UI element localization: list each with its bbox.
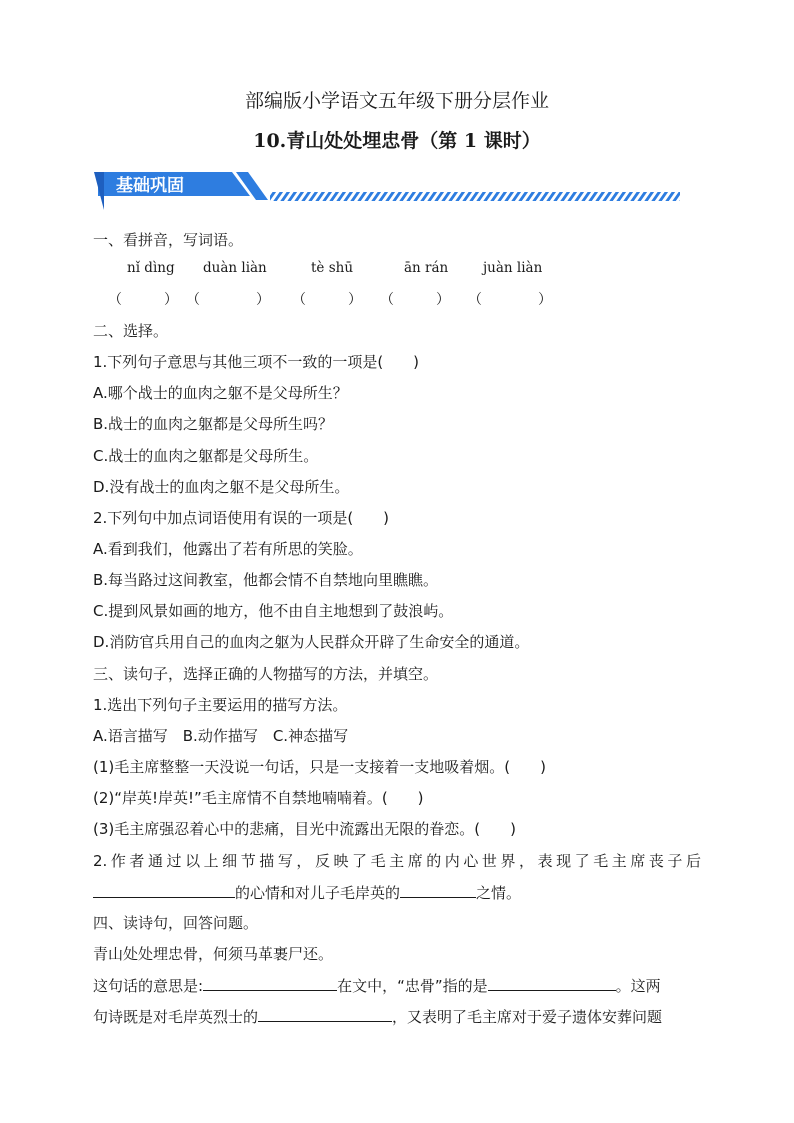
answer-blank-feeling[interactable] [93, 882, 235, 898]
q3-2-line1: 2.作者通过以上细节描写，反映了毛主席的内心世界，表现了毛主席丧子后 [93, 852, 701, 870]
q1-stem: 1.下列句子意思与其他三项不一致的一项是( ) [93, 353, 420, 371]
section1-heading: 一、看拼音，写词语。 [93, 231, 244, 249]
answer-bracket-4[interactable]: （ ） [380, 292, 450, 308]
q1-option-d: D.没有战士的血肉之躯不是父母所生。 [93, 478, 350, 496]
q4-l2-a: 句诗既是对毛岸英烈士的 [93, 1008, 259, 1026]
poem-line: 青山处处埋忠骨，何须马革裹尸还。 [93, 945, 334, 963]
q4-l1-b: 在文中，“忠骨”指的是 [337, 977, 488, 995]
q2-option-a: A.看到我们，他露出了若有所思的笑脸。 [93, 540, 363, 558]
pinyin-3: tè shū [311, 260, 354, 276]
banner-label: 基础巩固 [116, 176, 184, 196]
answer-bracket-5[interactable]: （ ） [468, 292, 552, 308]
section4-heading: 四、读诗句，回答问题。 [93, 914, 259, 932]
q2-stem: 2.下列句中加点词语使用有误的一项是( ) [93, 509, 390, 527]
q4-line2 [93, 1006, 662, 1027]
pinyin-2: duàn liàn [203, 260, 267, 276]
q1-option-a: A.哪个战士的血肉之躯不是父母所生？ [93, 384, 348, 402]
q4-l2-b: ，又表明了毛主席对于爱子遗体安葬问题 [392, 1008, 663, 1026]
answer-bracket-2[interactable]: （ ） [186, 292, 270, 308]
q3-item-1: (1)毛主席整整一天没说一句话，只是一支接着一支地吸着烟。( ) [93, 758, 546, 776]
answer-blank-praise[interactable] [258, 1006, 392, 1022]
section2-heading: 二、选择。 [93, 322, 169, 340]
q4-line1 [93, 975, 661, 996]
q2-option-c: C.提到风景如画的地方，他不由自主地想到了鼓浪屿。 [93, 602, 454, 620]
q1-option-b: B.战士的血肉之躯都是父母所生吗？ [93, 415, 334, 433]
q1-option-c: C.战士的血肉之躯都是父母所生。 [93, 447, 319, 465]
pinyin-4: ān rán [404, 260, 449, 276]
section-banner [92, 170, 702, 214]
q3-1-stem: 1.选出下列句子主要运用的描写方法。 [93, 696, 348, 714]
q3-item-3: (3)毛主席强忍着心中的悲痛，目光中流露出无限的眷恋。( ) [93, 820, 516, 838]
answer-blank-zhonggu[interactable] [488, 975, 616, 991]
q2-option-b: B.每当路过这间教室，他都会情不自禁地向里瞧瞧。 [93, 571, 439, 589]
section3-heading: 三、读句子，选择正确的人物描写的方法，并填空。 [93, 665, 439, 683]
lesson-title: 10.青山处处埋忠骨（第 1 课时） [253, 130, 541, 152]
pinyin-5: juàn liàn [483, 260, 543, 276]
q3-2-line2 [93, 882, 521, 903]
q2-option-d: D.消防官兵用自己的血肉之躯为人民群众开辟了生命安全的通道。 [93, 633, 530, 651]
q3-2-mid: 的心情和对儿子毛岸英的 [235, 884, 401, 902]
q3-item-2: (2)“岸英!岸英!”毛主席情不自禁地喃喃着。( ) [93, 789, 424, 807]
worksheet-title: 部编版小学语文五年级下册分层作业 [244, 90, 549, 112]
q4-l1-c: 。这两 [615, 977, 661, 995]
answer-blank-emotion[interactable] [400, 882, 476, 898]
q3-2-end: 之情。 [476, 884, 522, 902]
pinyin-1: nǐ dìng [127, 260, 175, 276]
answer-blank-meaning[interactable] [203, 975, 337, 991]
q4-l1-a: 这句话的意思是: [93, 977, 204, 995]
answer-bracket-1[interactable]: （ ） [108, 292, 178, 308]
methods-list: A.语言描写 B.动作描写 C.神态描写 [93, 727, 349, 745]
answer-bracket-3[interactable]: （ ） [292, 292, 362, 308]
